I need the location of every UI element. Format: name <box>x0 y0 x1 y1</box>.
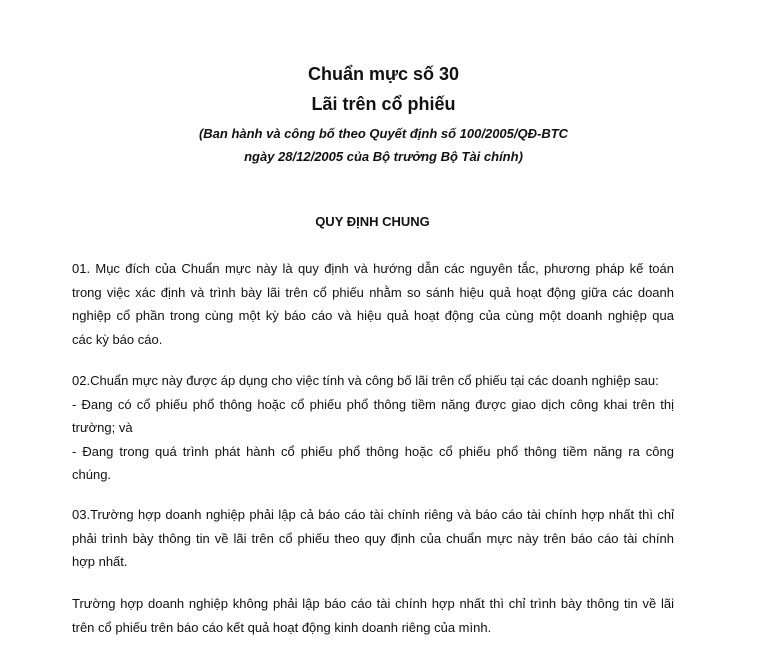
paragraph-line: trong việc xác định và trình bày lãi trên cổ phiếu nhằm so sánh hiệu quả hoạt động giữa các doanh <box>72 284 674 300</box>
paragraph-line: - Đang có cổ phiếu phổ thông hoặc cổ phiếu phổ thông tiềm năng được giao dịch công khai trên thị <box>72 396 674 412</box>
issuance-note <box>0 122 767 168</box>
paragraph-line: chúng. <box>72 467 112 482</box>
issuance-note-line-1: (Ban hành và công bố theo Quyết định số 100/2005/QĐ-BTC <box>198 126 569 141</box>
paragraph-line: nghiệp cổ phần trong cùng một kỳ báo cáo và hiệu quả hoạt động của cùng một doanh nghiệp qua <box>72 308 674 323</box>
paragraph-line: 01. Mục đích của Chuẩn mực này là quy định và hướng dẫn các nguyên tắc, phương pháp kế toán <box>72 261 674 276</box>
paragraph-line: 02.Chuẩn mực này được áp dụng cho việc tính và công bố lãi trên cổ phiếu tại các doanh nghiệp sau: <box>72 373 659 388</box>
paragraph-02 <box>72 369 674 487</box>
paragraph-line: trên cổ phiếu trên báo cáo kết quả hoạt động kinh doanh riêng của mình. <box>72 619 492 635</box>
paragraph-03 <box>72 503 674 574</box>
issuance-note-line-2: ngày 28/12/2005 của Bộ trưởng Bộ Tài chính) <box>244 149 523 164</box>
document-subtitle: Lãi trên cổ phiếu <box>311 94 456 114</box>
paragraph-line: 03.Trường hợp doanh nghiệp phải lập cả báo cáo tài chính riêng và báo cáo tài chính hợp nhất thì chỉ <box>72 507 674 522</box>
section-heading: QUY ĐỊNH CHUNG <box>315 214 430 229</box>
paragraph-line: Trường hợp doanh nghiệp không phải lập báo cáo tài chính hợp nhất thì chỉ trình bày thông tin về lãi <box>72 596 674 611</box>
document-title: Chuẩn mực số 30 <box>307 64 460 84</box>
paragraph-line: - Đang trong quá trình phát hành cổ phiếu phổ thông hoặc cổ phiếu phổ thông tiềm năng ra công <box>72 443 674 459</box>
paragraph-01 <box>72 257 674 351</box>
paragraph-line: phải trình bày thông tin về lãi trên cổ phiếu theo quy định của chuẩn mực này trên báo cáo tài chính <box>72 530 674 546</box>
paragraph-line: trường; và <box>72 420 133 435</box>
paragraph-line: các kỳ báo cáo. <box>72 331 163 347</box>
paragraph-04 <box>72 592 674 639</box>
paragraph-line: hợp nhất. <box>72 554 128 569</box>
